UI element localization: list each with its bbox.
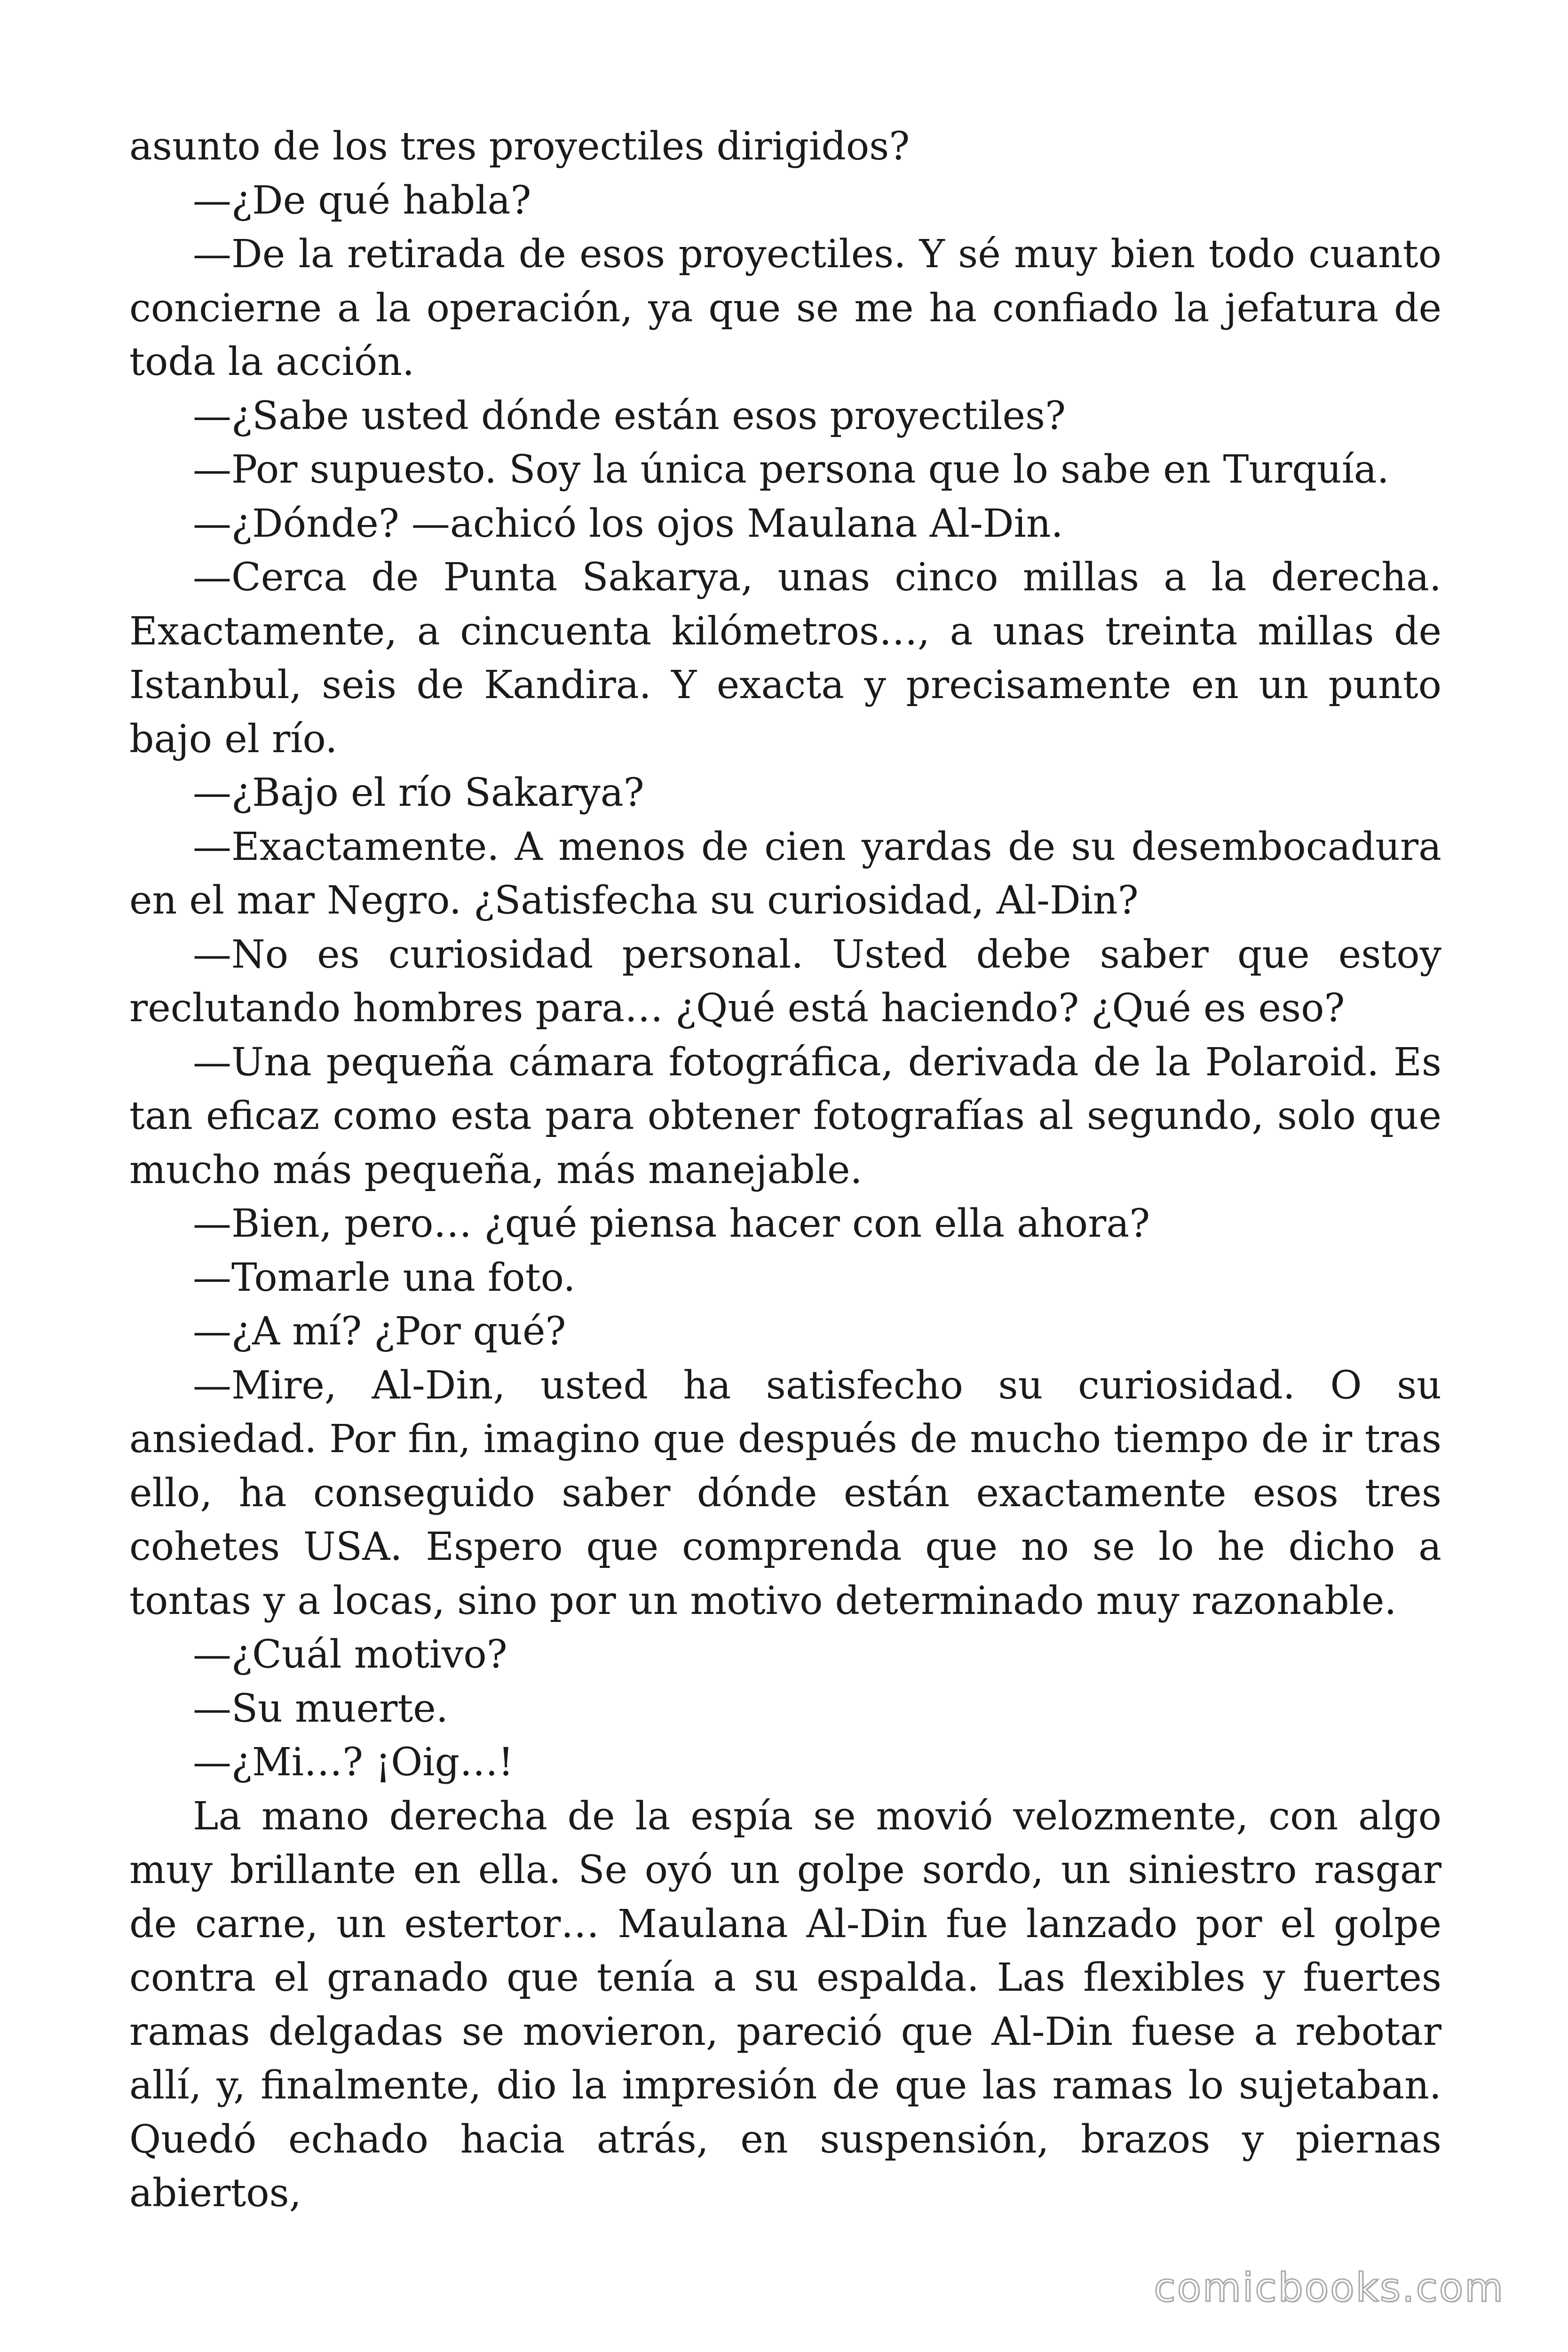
paragraph: —Exactamente. A menos de cien yardas de su desembocadura en el mar Negro. ¿Satisfecha su curiosidad, Al-Din? bbox=[129, 824, 1441, 923]
paragraph: —¿Bajo el río Sakarya? bbox=[193, 771, 644, 815]
watermark: comicbooks.com bbox=[1154, 2265, 1505, 2311]
paragraph: —Su muerte. bbox=[193, 1686, 448, 1731]
paragraph: —¿Mi…? ¡Oig…! bbox=[193, 1740, 514, 1785]
paragraph: —¿De qué habla? bbox=[193, 178, 531, 223]
paragraph: La mano derecha de la espía se movió velozmente, con algo muy brillante en ella. Se oyó un golpe sordo, un siniestro rasgar de carne, un estertor… Maulana Al-Din fue lanzado por el golpe contra el granado que tenía a su espalda. Las flexibles y fuertes ramas delgadas se movieron, pareció que Al-Din fuese a rebotar allí, y, finalmente, dio la impresión de que las ramas lo sujetaban. Quedó echado hacia atrás, en suspensión, brazos y piernas abiertos, bbox=[129, 1794, 1441, 2216]
paragraph: —¿Dónde? —achicó los ojos Maulana Al-Din. bbox=[193, 501, 1063, 546]
paragraph: —Por supuesto. Soy la única persona que lo sabe en Turquía. bbox=[193, 447, 1389, 492]
paragraph: —No es curiosidad personal. Usted debe saber que estoy reclutando hombres para… ¿Qué está haciendo? ¿Qué es eso? bbox=[129, 932, 1441, 1031]
paragraph: —Tomarle una foto. bbox=[193, 1255, 576, 1300]
page-text bbox=[129, 120, 1441, 2221]
paragraph: —Mire, Al-Din, usted ha satisfecho su curiosidad. O su ansiedad. Por fin, imagino que después de mucho tiempo de ir tras ello, ha conseguido saber dónde están exactamente esos tres cohetes USA. Espero que comprenda que no se lo he dicho a tontas y a locas, sino por un motivo determinado muy razonable. bbox=[129, 1363, 1441, 1623]
paragraph: —¿A mí? ¿Por qué? bbox=[193, 1309, 566, 1354]
paragraph: —De la retirada de esos proyectiles. Y sé muy bien todo cuanto concierne a la operación, ya que se me ha confiado la jefatura de toda la acción. bbox=[129, 232, 1441, 384]
paragraph: asunto de los tres proyectiles dirigidos? bbox=[129, 124, 910, 169]
paragraph: —Bien, pero… ¿qué piensa hacer con ella ahora? bbox=[193, 1201, 1150, 1246]
paragraph: —¿Sabe usted dónde están esos proyectiles? bbox=[193, 393, 1066, 438]
paragraph: —¿Cuál motivo? bbox=[193, 1632, 507, 1677]
paragraph: —Cerca de Punta Sakarya, unas cinco millas a la derecha. Exactamente, a cincuenta kilómetros…, a unas treinta millas de Istanbul, seis de Kandira. Y exacta y precisamente en un punto bajo el río. bbox=[129, 555, 1441, 762]
paragraph: —Una pequeña cámara fotográfica, derivada de la Polaroid. Es tan eficaz como esta para obtener fotografías al segundo, solo que mucho más pequeña, más manejable. bbox=[129, 1040, 1441, 1192]
